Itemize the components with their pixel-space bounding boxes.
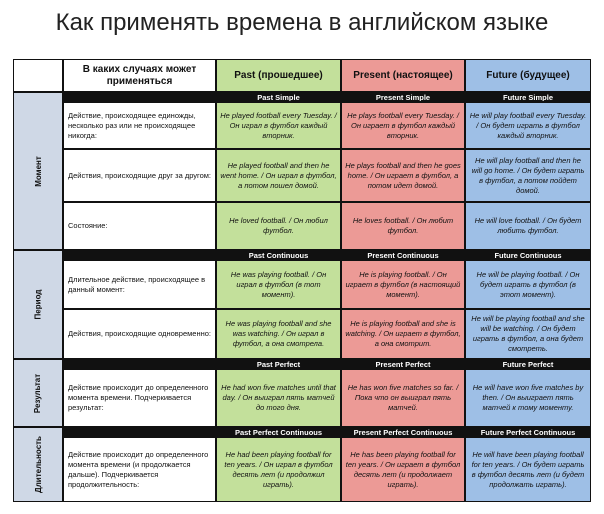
section-present-perfect-continuous: Present Perfect Continuous xyxy=(341,427,465,437)
tenses-table xyxy=(13,59,591,502)
group-result-label: Результат xyxy=(13,359,63,427)
example-future: He will be playing football. / Он будет играть в футбол (в этот момент). xyxy=(465,260,591,309)
section-future-perfect-continuous: Future Perfect Continuous xyxy=(465,427,591,437)
header-past: Past (прошедшее) xyxy=(216,59,341,92)
section-past-continuous: Past Continuous xyxy=(216,250,341,260)
example-present: He is playing football and she is watching. / Он играет в футбол, а она смотрит. xyxy=(341,309,465,359)
example-past: He had won five matches until that day. / Он выиграл пять матчей до того дня. xyxy=(216,369,341,427)
example-present: He plays football and then he goes home. / Он играет в футбол, а потом идет домой. xyxy=(341,149,465,202)
example-present: He plays football every Tuesday. / Он играет в футбол каждый вторник. xyxy=(341,102,465,149)
group-duration-label: Длительность xyxy=(13,427,63,502)
row-desc: Действие, происходящее единожды, несколько раз или не происходящее никогда: xyxy=(63,102,216,149)
row-desc: Действие происходит до определенного момента времени (и продолжается дальше). Подчеркивается продолжительность: xyxy=(63,437,216,502)
group-period-label: Период xyxy=(13,250,63,359)
header-corner xyxy=(13,59,63,92)
section-past-perfect-continuous: Past Perfect Continuous xyxy=(216,427,341,437)
section-future-continuous: Future Continuous xyxy=(465,250,591,260)
section-past-simple: Past Simple xyxy=(216,92,341,102)
section-future-perfect: Future Perfect xyxy=(465,359,591,369)
header-cases: В каких случаях может применяться xyxy=(63,59,216,92)
section-present-continuous: Present Continuous xyxy=(341,250,465,260)
row-desc: Длительное действие, происходящее в данный момент: xyxy=(63,260,216,309)
example-present: He has been playing football for ten years. / Он играет в футбол десять лет (и продолжает играть). xyxy=(341,437,465,502)
section-band xyxy=(63,427,216,437)
example-future: He will have won five matches by then. / Он выиграет пять матчей к тому моменту. xyxy=(465,369,591,427)
row-desc: Действие происходит до определенного момента времени. Подчеркивается результат: xyxy=(63,369,216,427)
section-band xyxy=(63,92,216,102)
example-past: He loved football. / Он любил футбол. xyxy=(216,202,341,250)
example-present: He loves football. / Он любит футбол. xyxy=(341,202,465,250)
group-moment-label: Момент xyxy=(13,92,63,250)
example-future: He will be playing football and she will be watching. / Он будет играть в футбол, а она будет смотреть. xyxy=(465,309,591,359)
example-present: He is playing football. / Он играет в футбол (в настоящий момент). xyxy=(341,260,465,309)
example-future: He will love football. / Он будет любить футбол. xyxy=(465,202,591,250)
section-future-simple: Future Simple xyxy=(465,92,591,102)
example-past: He was playing football and she was watching. / Он играл в футбол, а она смотрела. xyxy=(216,309,341,359)
section-present-simple: Present Simple xyxy=(341,92,465,102)
example-past: He was playing football. / Он играл в футбол (в тот момент). xyxy=(216,260,341,309)
section-past-perfect: Past Perfect xyxy=(216,359,341,369)
section-band xyxy=(63,359,216,369)
example-present: He has won five matches so far. / Пока что он выиграл пять матчей. xyxy=(341,369,465,427)
row-desc: Действия, происходящие одновременно: xyxy=(63,309,216,359)
section-band xyxy=(63,250,216,260)
page-title: Как применять времена в английском языке xyxy=(55,9,549,36)
example-future: He will play football and then he will go home. / Он будет играть в футбол, а потом пойдет домой. xyxy=(465,149,591,202)
example-future: He will play football every Tuesday. / Он будет играть в футбол каждый вторник. xyxy=(465,102,591,149)
example-past: He had been playing football for ten years. / Он играл в футбол десять лет (и продолжил играть). xyxy=(216,437,341,502)
section-present-perfect: Present Perfect xyxy=(341,359,465,369)
example-future: He will have been playing football for ten years. / Он будет играть в футбол десять лет (и будет продолжать играть). xyxy=(465,437,591,502)
example-past: He played football and then he went home. / Он играл в футбол, а потом пошел домой. xyxy=(216,149,341,202)
header-future: Future (будущее) xyxy=(465,59,591,92)
header-present: Present (настоящее) xyxy=(341,59,465,92)
row-desc: Состояние: xyxy=(63,202,216,250)
example-past: He played football every Tuesday. / Он играл в футбол каждый вторник. xyxy=(216,102,341,149)
row-desc: Действия, происходящие друг за другом: xyxy=(63,149,216,202)
